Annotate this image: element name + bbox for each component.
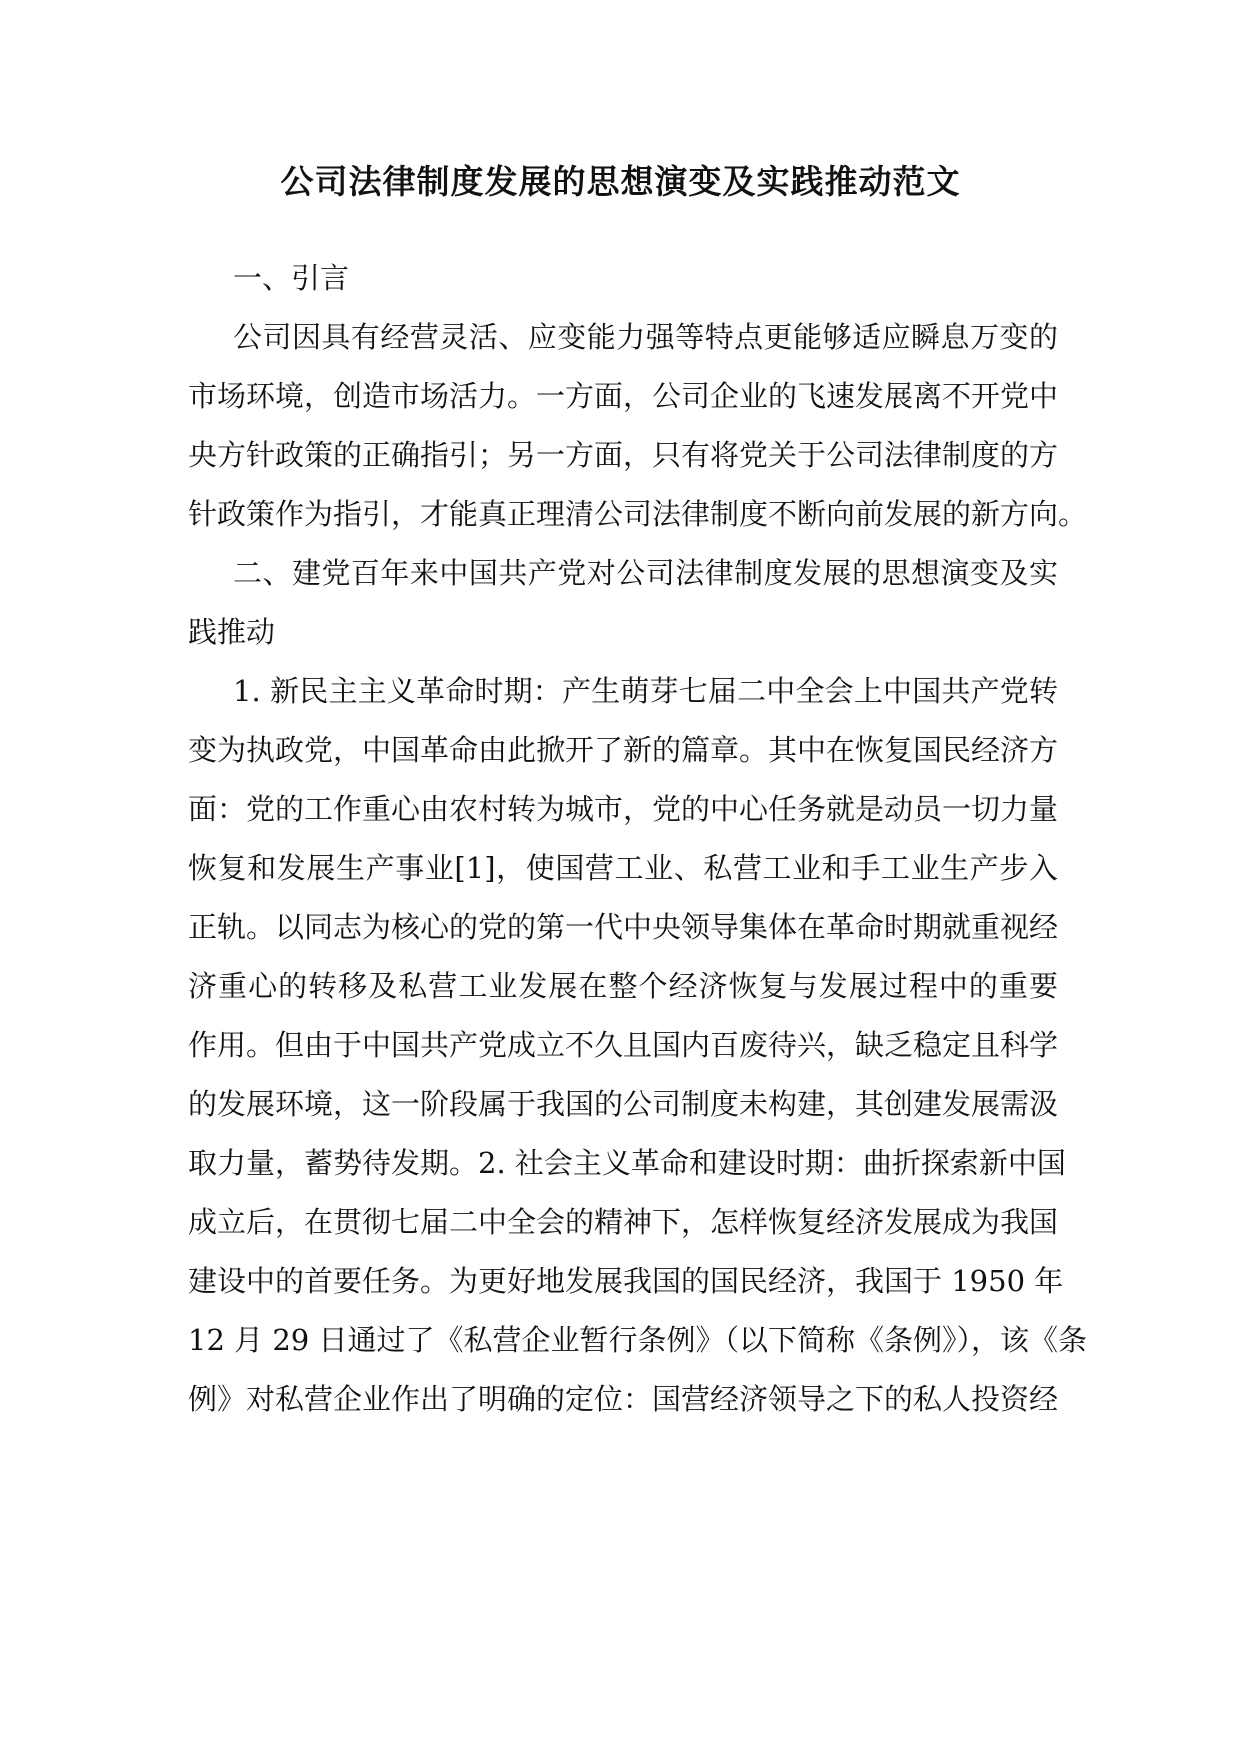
paragraph-line: 1. 新民主主义革命时期：产生萌芽七届二中全会上中国共产党转 (233, 674, 1058, 708)
section-heading-line: 践推动 (188, 615, 276, 649)
paragraph-line: 正轨。以同志为核心的党的第一代中央领导集体在革命时期就重视经 (188, 910, 1059, 944)
paragraph-line: 恢复和发展生产事业[1]，使国营工业、私营工业和手工业生产步入 (188, 851, 1058, 885)
paragraph-line: 例》对私营企业作出了明确的定位：国营经济领导之下的私人投资经 (188, 1382, 1059, 1416)
paragraph-line: 变为执政党，中国革命由此掀开了新的篇章。其中在恢复国民经济方 (188, 733, 1059, 767)
paragraph-line: 央方针政策的正确指引；另一方面，只有将党关于公司法律制度的方 (188, 438, 1059, 472)
paragraph-line: 济重心的转移及私营工业发展在整个经济恢复与发展过程中的重要 (188, 969, 1058, 1003)
paragraph-line: 市场环境，创造市场活力。一方面，公司企业的飞速发展离不开党中 (188, 379, 1059, 413)
section-heading-introduction: 一、引言 (233, 261, 350, 295)
paragraph-line: 公司因具有经营灵活、应变能力强等特点更能够适应瞬息万变的 (233, 320, 1058, 354)
paragraph-line: 面：党的工作重心由农村转为城市，党的中心任务就是动员一切力量 (188, 792, 1059, 826)
paragraph-line: 取力量，蓄势待发期。2. 社会主义革命和建设时期：曲折探索新中国 (188, 1146, 1066, 1180)
paragraph-line: 建设中的首要任务。为更好地发展我国的国民经济，我国于 1950 年 (188, 1264, 1064, 1298)
paragraph-line: 针政策作为指引，才能真正理清公司法律制度不断向前发展的新方向。 (188, 497, 1088, 531)
paragraph-line: 的发展环境，这一阶段属于我国的公司制度未构建，其创建发展需汲 (188, 1087, 1059, 1121)
paragraph-line: 成立后，在贯彻七届二中全会的精神下，怎样恢复经济发展成为我国 (188, 1205, 1059, 1239)
paragraph-line: 12 月 29 日通过了《私营企业暂行条例》（以下简称《条例》），该《条 (188, 1323, 1087, 1357)
section-heading-line: 二、建党百年来中国共产党对公司法律制度发展的思想演变及实 (233, 556, 1058, 590)
paragraph-line: 作用。但由于中国共产党成立不久且国内百废待兴，缺乏稳定且科学 (188, 1028, 1059, 1062)
document-title: 公司法律制度发展的思想演变及实践推动范文 (280, 162, 961, 201)
